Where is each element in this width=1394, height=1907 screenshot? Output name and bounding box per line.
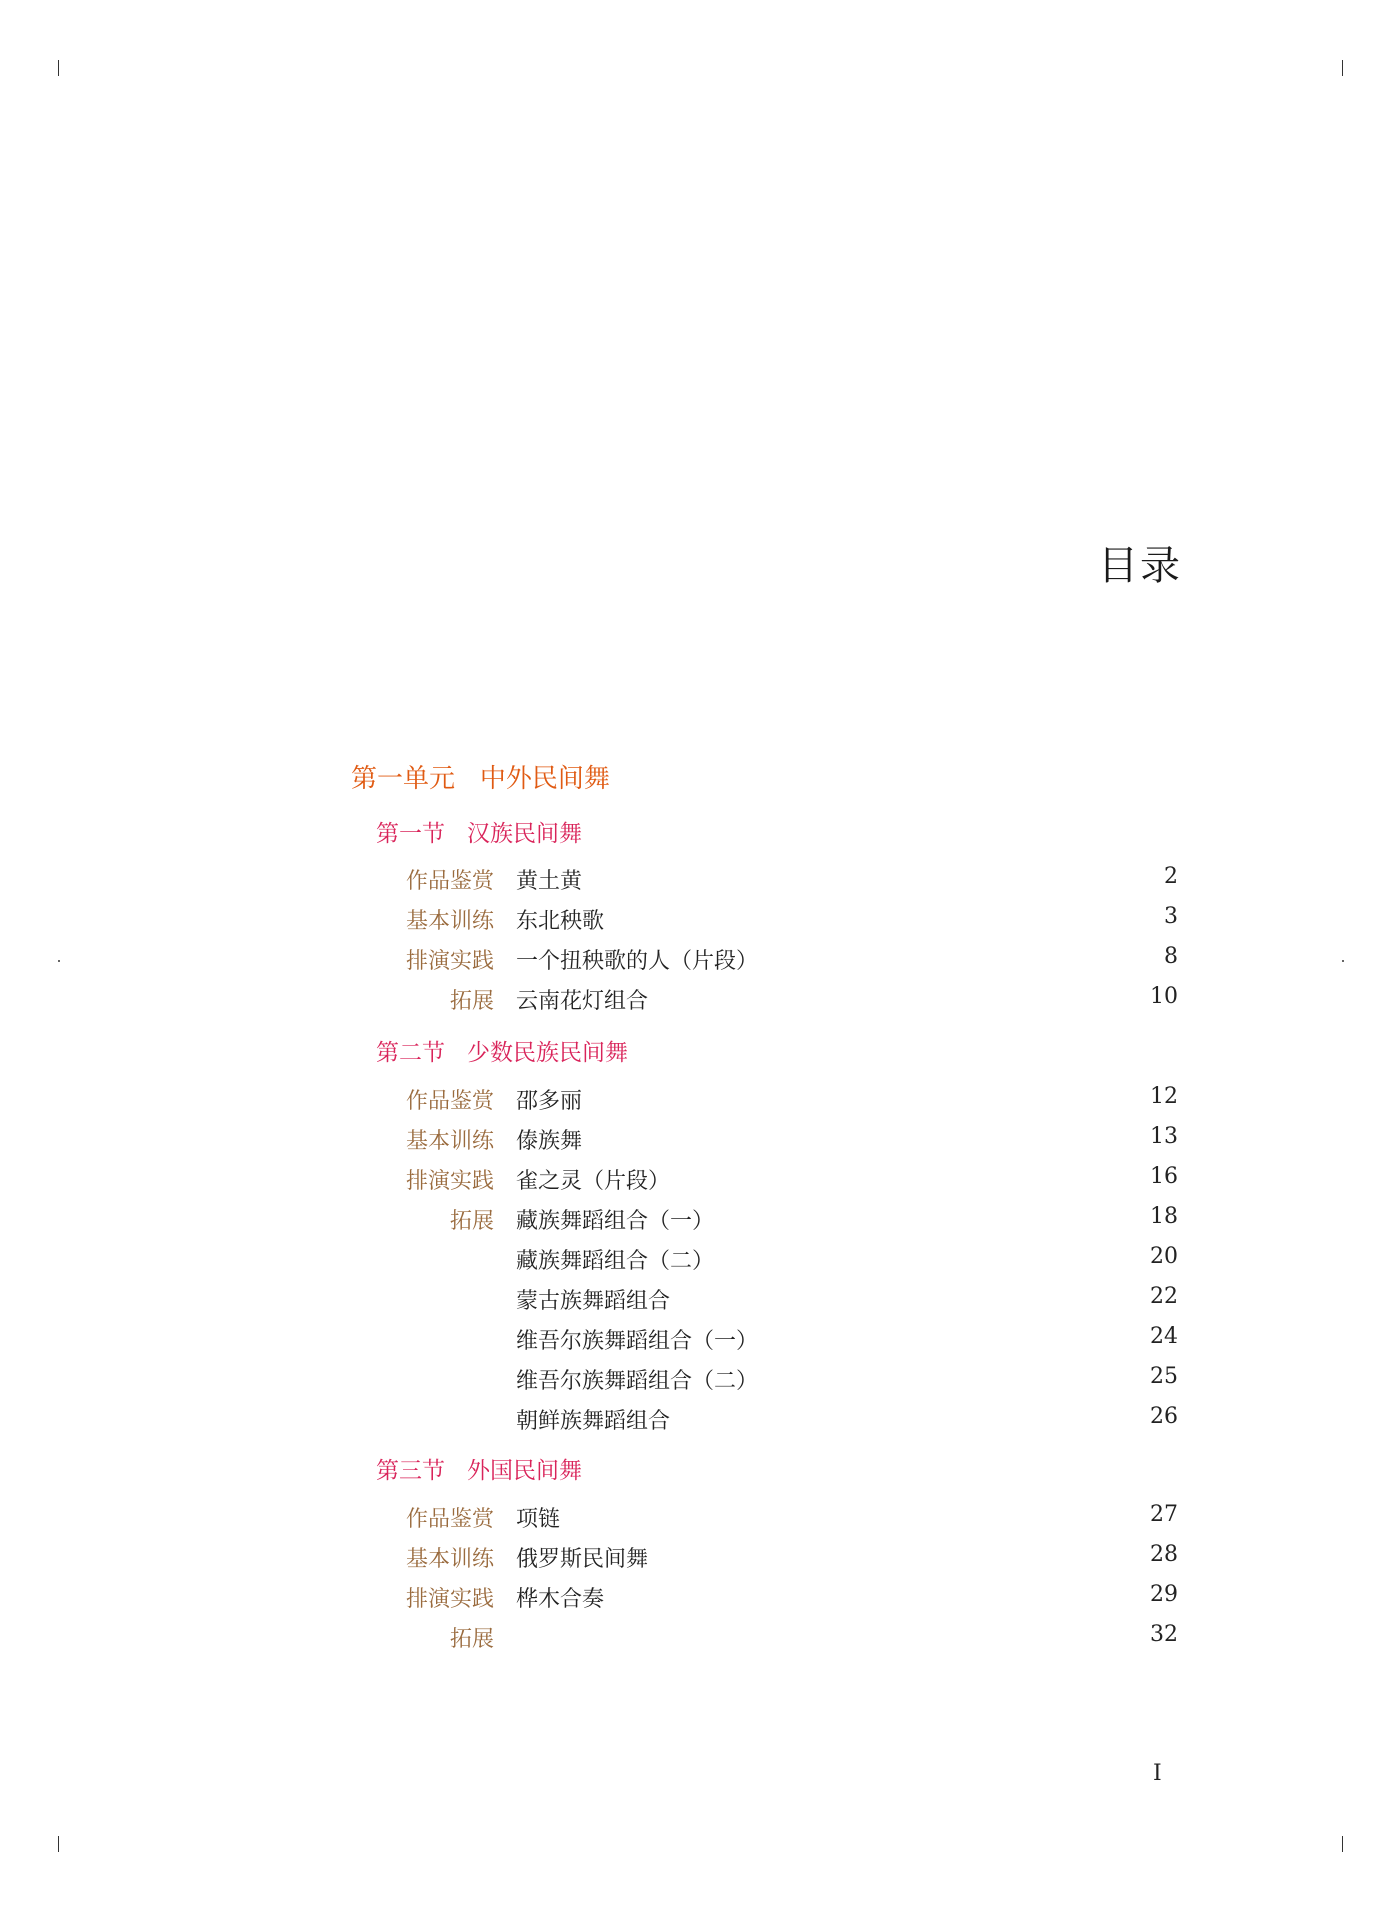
section-label: 第一节 [376, 821, 445, 847]
section-heading [376, 815, 582, 848]
entry-title: 黄土黄 [516, 869, 583, 894]
section-name: 外国民间舞 [466, 1458, 582, 1484]
entry-category: 拓展 [449, 989, 494, 1014]
toc-entry[interactable] [0, 904, 1394, 938]
entry-category: 作品鉴赏 [405, 1089, 494, 1114]
entry-category: 基本训练 [405, 1547, 494, 1572]
toc-entry[interactable] [0, 1364, 1394, 1398]
entry-category: 拓展 [449, 1209, 494, 1234]
entry-title: 朝鲜族舞蹈组合 [516, 1409, 671, 1434]
unit-label: 第一单元 [351, 764, 456, 794]
entry-category: 作品鉴赏 [405, 869, 494, 894]
page-number: I [1153, 1761, 1162, 1786]
unit-heading [351, 758, 610, 795]
crop-mark-top-left [58, 60, 59, 76]
section-name: 汉族民间舞 [466, 821, 582, 847]
entry-page-number: 16 [1150, 1164, 1178, 1189]
entry-title: 藏族舞蹈组合（二） [516, 1249, 715, 1274]
entry-category: 基本训练 [405, 909, 494, 934]
toc-entry[interactable] [0, 1582, 1394, 1616]
entry-category: 排演实践 [405, 1169, 494, 1194]
entry-title: 项链 [516, 1507, 561, 1532]
toc-entry[interactable] [0, 1404, 1394, 1438]
entry-title: 东北秧歌 [516, 909, 605, 934]
entry-title: 俄罗斯民间舞 [516, 1547, 649, 1572]
entry-category: 拓展 [449, 1627, 494, 1652]
toc-entry[interactable] [0, 1204, 1394, 1238]
toc-entry[interactable] [0, 864, 1394, 898]
entry-page-number: 24 [1150, 1324, 1178, 1349]
entry-page-number: 22 [1150, 1284, 1178, 1309]
toc-entry[interactable] [0, 1244, 1394, 1278]
entry-title: 维吾尔族舞蹈组合（一） [516, 1329, 759, 1354]
entry-page-number: 29 [1150, 1582, 1178, 1607]
entry-page-number: 25 [1150, 1364, 1178, 1389]
entry-page-number: 18 [1150, 1204, 1178, 1229]
entry-title: 一个扭秧歌的人（片段） [516, 949, 759, 974]
toc-entry[interactable] [0, 984, 1394, 1018]
entry-title: 邵多丽 [516, 1089, 583, 1114]
entry-title: 维吾尔族舞蹈组合（二） [516, 1369, 759, 1394]
entry-page-number: 26 [1150, 1404, 1178, 1429]
toc-entry[interactable] [0, 1622, 1394, 1656]
crop-mark-bottom-right [1342, 1836, 1343, 1852]
entry-page-number: 3 [1164, 904, 1178, 929]
toc-entry[interactable] [0, 1542, 1394, 1576]
entry-title: 桦木合奏 [516, 1587, 605, 1612]
toc-entry[interactable] [0, 944, 1394, 978]
entry-title: 云南花灯组合 [516, 989, 649, 1014]
entry-title: 藏族舞蹈组合（一） [516, 1209, 715, 1234]
section-name: 少数民族民间舞 [466, 1040, 628, 1066]
section-label: 第二节 [376, 1040, 445, 1066]
entry-page-number: 2 [1164, 864, 1178, 889]
toc-entry[interactable] [0, 1324, 1394, 1358]
entry-category: 基本训练 [405, 1129, 494, 1154]
toc-entry[interactable] [0, 1164, 1394, 1198]
section-heading [376, 1034, 628, 1067]
entry-title: 蒙古族舞蹈组合 [516, 1289, 671, 1314]
entry-page-number: 10 [1150, 984, 1178, 1009]
toc-entry[interactable] [0, 1284, 1394, 1318]
entry-title: 傣族舞 [516, 1129, 583, 1154]
crop-mark-top-right [1342, 60, 1343, 76]
entry-page-number: 8 [1164, 944, 1178, 969]
entry-category: 排演实践 [405, 1587, 494, 1612]
entry-title: 雀之灵（片段） [516, 1169, 671, 1194]
section-label: 第三节 [376, 1458, 445, 1484]
entry-category: 作品鉴赏 [405, 1507, 494, 1532]
section-heading [376, 1452, 582, 1485]
entry-page-number: 20 [1150, 1244, 1178, 1269]
entry-page-number: 27 [1150, 1502, 1178, 1527]
unit-name: 中外民间舞 [479, 764, 610, 794]
toc-entry[interactable] [0, 1502, 1394, 1536]
crop-mark-bottom-left [58, 1836, 59, 1852]
entry-page-number: 12 [1150, 1084, 1178, 1109]
entry-category: 排演实践 [405, 949, 494, 974]
entry-page-number: 28 [1150, 1542, 1178, 1567]
toc-entry[interactable] [0, 1084, 1394, 1118]
entry-page-number: 13 [1150, 1124, 1178, 1149]
toc-entry[interactable] [0, 1124, 1394, 1158]
entry-page-number: 32 [1150, 1622, 1178, 1647]
page-title: 目录 [1098, 543, 1182, 589]
